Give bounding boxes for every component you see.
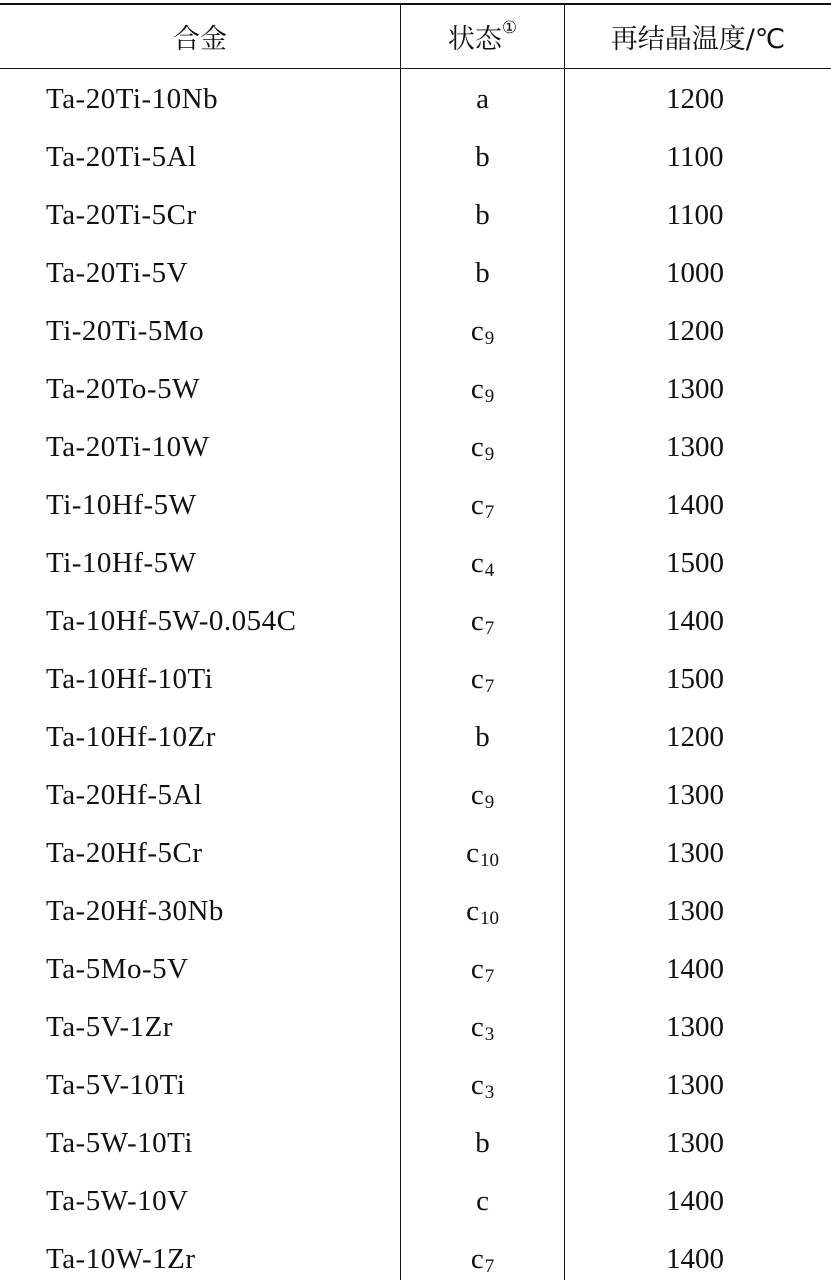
temperature-cell (565, 476, 831, 534)
temperature-cell (565, 650, 831, 708)
table-row (0, 1056, 831, 1114)
header-alloy (0, 5, 400, 68)
state-subscript: 9 (484, 792, 495, 813)
state-subscript: 9 (484, 386, 495, 407)
state-subscript: 9 (484, 444, 495, 465)
state-cell (401, 882, 564, 940)
table-row (0, 302, 831, 360)
alloy-cell: Ta-10Hf-5W-0.054C (46, 604, 297, 637)
alloy-cell: Ta-5V-10Ti (46, 1068, 186, 1101)
table-row (0, 940, 831, 998)
alloy-cell: Ta-20Ti-5Al (46, 140, 197, 173)
temperature-value: 1000 (666, 256, 724, 289)
alloy-cell: Ta-10Hf-10Ti (46, 662, 214, 695)
state-value: b (475, 256, 490, 289)
table-row (0, 1114, 831, 1172)
temperature-value: 1400 (666, 604, 724, 637)
state-cell (401, 592, 564, 650)
header-temperature-label: 再结晶温度/℃ (610, 24, 786, 55)
state-cell (401, 1056, 564, 1114)
table-row (0, 128, 831, 186)
state-value: c (470, 1068, 484, 1101)
state-value: c (470, 604, 484, 637)
header-temperature (565, 5, 831, 68)
state-subscript: 7 (484, 502, 495, 523)
state-value: b (475, 1126, 490, 1159)
alloy-cell: Ta-20Hf-5Cr (46, 836, 203, 869)
state-value: c (470, 952, 484, 985)
alloy-cell: Ta-5Mo-5V (46, 952, 189, 985)
alloy-cell: Ta-5V-1Zr (46, 1010, 174, 1043)
state-value: b (475, 140, 490, 173)
state-value: c (470, 430, 484, 463)
alloy-cell: Ta-20Hf-30Nb (46, 894, 224, 927)
state-cell (401, 940, 564, 998)
state-subscript: 3 (484, 1024, 495, 1045)
header-separator-rule (0, 68, 831, 69)
header-state-label: 状态 (447, 24, 502, 55)
temperature-value: 1300 (666, 836, 724, 869)
temperature-value: 1300 (666, 778, 724, 811)
header-state (401, 5, 564, 68)
state-value: c (470, 1242, 484, 1275)
table-row (0, 766, 831, 824)
table-row (0, 360, 831, 418)
temperature-value: 1200 (666, 314, 724, 347)
state-cell (401, 186, 564, 244)
table-row (0, 998, 831, 1056)
temperature-cell (565, 940, 831, 998)
temperature-cell (565, 998, 831, 1056)
state-cell (401, 1114, 564, 1172)
state-cell (401, 128, 564, 186)
temperature-cell (565, 1056, 831, 1114)
alloy-cell: Ta-10W-1Zr (46, 1242, 196, 1275)
table-row (0, 824, 831, 882)
state-subscript: 7 (484, 676, 495, 697)
state-cell (401, 360, 564, 418)
state-value: c (466, 836, 479, 869)
state-value: c (470, 314, 484, 347)
state-value: c (476, 1184, 489, 1217)
temperature-value: 1200 (666, 720, 724, 753)
state-cell (401, 824, 564, 882)
state-value: c (466, 894, 479, 927)
temperature-value: 1500 (666, 546, 724, 579)
header-alloy-label: 合金 (173, 24, 227, 55)
alloy-cell: Ti-20Ti-5Mo (46, 314, 205, 347)
temperature-cell (565, 1172, 831, 1230)
state-value: c (470, 372, 484, 405)
temperature-value: 1300 (666, 372, 724, 405)
state-value: c (470, 662, 484, 695)
state-cell (401, 418, 564, 476)
state-cell (401, 534, 564, 592)
temperature-value: 1300 (666, 1126, 724, 1159)
table-row (0, 186, 831, 244)
table-row (0, 592, 831, 650)
alloy-cell: Ta-20Ti-5V (46, 256, 189, 289)
temperature-value: 1400 (666, 952, 724, 985)
temperature-value: 1400 (666, 1184, 724, 1217)
table-row (0, 476, 831, 534)
temperature-cell (565, 534, 831, 592)
temperature-cell (565, 128, 831, 186)
state-subscript: 9 (484, 328, 495, 349)
state-cell (401, 708, 564, 766)
alloy-cell: Ta-5W-10V (46, 1184, 189, 1217)
table-row (0, 708, 831, 766)
temperature-cell (565, 708, 831, 766)
state-value: a (476, 82, 489, 115)
temperature-cell (565, 302, 831, 360)
state-cell (401, 476, 564, 534)
temperature-cell (565, 882, 831, 940)
table-body (0, 70, 831, 1288)
state-subscript: 10 (479, 908, 499, 929)
temperature-cell (565, 1230, 831, 1288)
alloy-cell: Ti-10Hf-5W (46, 488, 197, 521)
header-state-footnote-marker: ① (501, 17, 518, 38)
temperature-value: 1300 (666, 894, 724, 927)
temperature-value: 1100 (666, 198, 724, 231)
state-cell (401, 244, 564, 302)
table-row (0, 244, 831, 302)
state-value: c (470, 546, 484, 579)
state-subscript: 4 (484, 560, 495, 581)
alloy-cell: Ta-20To-5W (46, 372, 200, 405)
state-cell (401, 650, 564, 708)
table-row (0, 882, 831, 940)
temperature-cell (565, 766, 831, 824)
table-row (0, 650, 831, 708)
temperature-value: 1500 (666, 662, 724, 695)
alloy-cell: Ta-5W-10Ti (46, 1126, 193, 1159)
temperature-cell (565, 70, 831, 128)
temperature-value: 1300 (666, 1068, 724, 1101)
temperature-cell (565, 186, 831, 244)
temperature-cell (565, 592, 831, 650)
table-row (0, 534, 831, 592)
temperature-cell (565, 824, 831, 882)
temperature-value: 1300 (666, 1010, 724, 1043)
alloy-cell: Ta-20Ti-10Nb (46, 82, 219, 115)
state-subscript: 10 (479, 850, 499, 871)
temperature-value: 1300 (666, 430, 724, 463)
state-cell (401, 302, 564, 360)
state-cell (401, 70, 564, 128)
alloy-cell: Ta-10Hf-10Zr (46, 720, 216, 753)
table-row (0, 418, 831, 476)
temperature-value: 1100 (666, 140, 724, 173)
state-value: b (475, 720, 490, 753)
state-subscript: 7 (484, 966, 495, 987)
temperature-cell (565, 1114, 831, 1172)
temperature-cell (565, 418, 831, 476)
alloy-cell: Ta-20Ti-10W (46, 430, 210, 463)
state-subscript: 3 (484, 1082, 495, 1103)
alloy-cell: Ta-20Hf-5Al (46, 778, 203, 811)
state-value: b (475, 198, 490, 231)
state-value: c (470, 778, 484, 811)
alloy-cell: Ta-20Ti-5Cr (46, 198, 197, 231)
alloy-cell: Ti-10Hf-5W (46, 546, 197, 579)
table-row (0, 70, 831, 128)
table-row (0, 1172, 831, 1230)
temperature-cell (565, 244, 831, 302)
state-cell (401, 1172, 564, 1230)
state-cell (401, 998, 564, 1056)
table-row (0, 1230, 831, 1288)
state-value: c (470, 1010, 484, 1043)
temperature-cell (565, 360, 831, 418)
temperature-value: 1400 (666, 1242, 724, 1275)
temperature-value: 1400 (666, 488, 724, 521)
state-cell (401, 1230, 564, 1288)
state-subscript: 7 (484, 618, 495, 639)
state-value: c (470, 488, 484, 521)
state-cell (401, 766, 564, 824)
state-subscript: 7 (484, 1256, 495, 1277)
temperature-value: 1200 (666, 82, 724, 115)
